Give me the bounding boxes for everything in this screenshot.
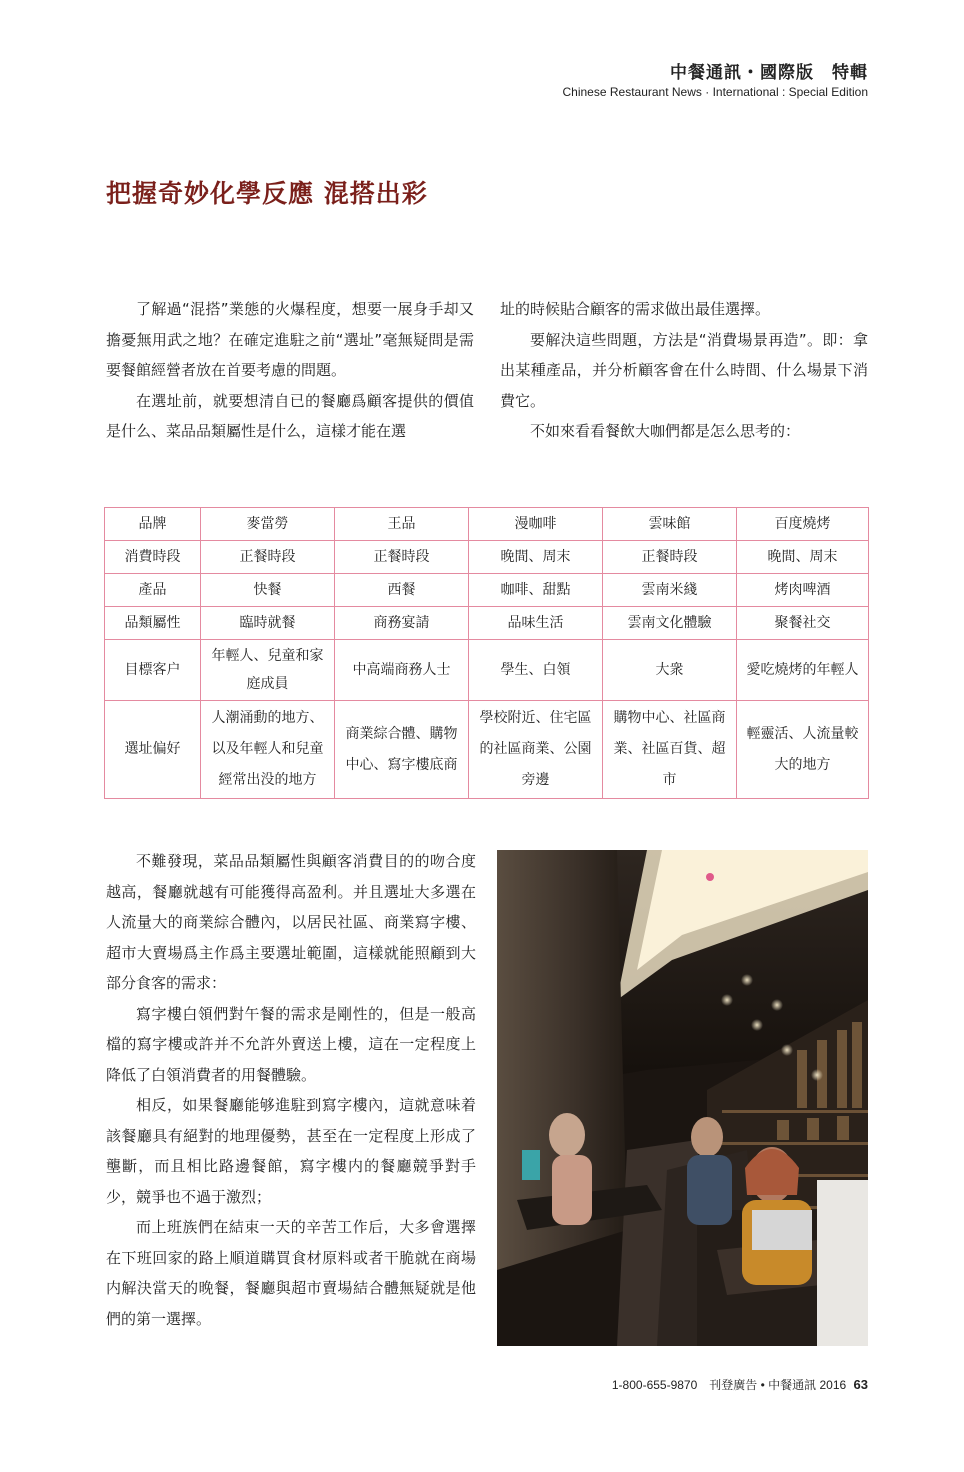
table-cell: 人潮涌動的地方、以及年輕人和兒童經常出没的地方	[201, 701, 335, 799]
table-cell: 臨時就餐	[201, 607, 335, 640]
table-cell: 晚間、周末	[737, 541, 869, 574]
table-row	[105, 640, 869, 701]
table-cell: 正餐時段	[201, 541, 335, 574]
paragraph: 不難發現，菜品品類屬性與顧客消費目的的吻合度越高，餐廳就越有可能獲得高盈利。并且選址大多選在人流量大的商業綜合體內，以居民社區、商業寫字樓、超市大賣場爲主作爲主要選址範圍，這樣就能照顧到大部分食客的需求：	[106, 852, 476, 992]
table-cell: 雲南文化體驗	[603, 607, 737, 640]
page-footer	[612, 1376, 868, 1393]
table-row	[105, 541, 869, 574]
table-cell: 雲南米綫	[603, 574, 737, 607]
table-cell: 選址偏好	[105, 701, 201, 799]
intro-right-column	[500, 294, 868, 447]
table-cell: 烤肉啤酒	[737, 574, 869, 607]
header-title-en: Chinese Restaurant News · International : Special Edition	[562, 85, 868, 99]
table-row	[105, 574, 869, 607]
paragraph: 不如來看看餐飲大咖們都是怎么思考的：	[530, 422, 801, 440]
table-cell: 輕靈活、人流量較大的地方	[737, 701, 869, 799]
body-column	[106, 846, 476, 1334]
table-cell: 快餐	[201, 574, 335, 607]
table-cell: 正餐時段	[335, 541, 469, 574]
table-cell: 品牌	[105, 508, 201, 541]
intro-left-column	[106, 294, 474, 447]
table-cell: 商業綜合體、購物中心、寫字樓底商	[335, 701, 469, 799]
page-number: 63	[853, 1377, 868, 1392]
table-cell: 品類屬性	[105, 607, 201, 640]
article-title: 把握奇妙化學反應 混搭出彩	[106, 179, 428, 208]
paragraph: 址的時候貼合顧客的需求做出最佳選擇。	[500, 300, 771, 318]
footer-text: 1-800-655-9870 刊登廣告 • 中餐通訊 2016	[611, 1378, 847, 1392]
paragraph: 要解決這些問題，方法是“消費場景再造”。即：拿出某種產品，并分析顧客會在什么時間、什么場景下消費它。	[500, 330, 868, 410]
table-row	[105, 701, 869, 799]
table-cell: 雲味館	[603, 508, 737, 541]
table-cell: 學校附近、住宅區的社區商業、公園旁邊	[469, 701, 603, 799]
table-cell: 晚間、周末	[469, 541, 603, 574]
restaurant-interior-photo	[497, 850, 868, 1346]
table-cell: 西餐	[335, 574, 469, 607]
table-cell: 目標客户	[105, 640, 201, 701]
table-cell: 王品	[335, 508, 469, 541]
paragraph: 而上班族們在結束一天的辛苦工作后，大多會選擇在下班回家的路上順道購買食材原料或者干脆就在商場内解決當天的晚餐，餐廳與超市賣場結合體無疑就是他們的第一選擇。	[106, 1218, 476, 1328]
table-cell: 購物中心、社區商業、社區百貨、超市	[603, 701, 737, 799]
table-row	[105, 607, 869, 640]
table-cell: 漫咖啡	[469, 508, 603, 541]
brand-comparison-table	[104, 507, 869, 799]
table-cell: 中高端商務人士	[335, 640, 469, 701]
table-cell: 大衆	[603, 640, 737, 701]
table-cell: 愛吃燒烤的年輕人	[737, 640, 869, 701]
paragraph: 在選址前，就要想清自已的餐廳爲顧客提供的價值是什么、菜品品類屬性是什么，這樣才能在選	[106, 391, 474, 440]
table-cell: 聚餐社交	[737, 607, 869, 640]
paragraph: 了解過“混搭”業態的火爆程度，想要一展身手却又擔憂無用武之地？在確定進駐之前“選址”毫無疑問是需要餐館經營者放在首要考慮的問題。	[106, 300, 474, 379]
table-cell: 年輕人、兒童和家庭成員	[201, 640, 335, 701]
table-cell: 消費時段	[105, 541, 201, 574]
table-cell: 正餐時段	[603, 541, 737, 574]
header-title-zh: 中餐通訊・國際版 特輯	[670, 63, 868, 83]
paragraph: 寫字樓白領們對午餐的需求是剛性的，但是一般高檔的寫字樓或許并不允許外賣送上樓，這在一定程度上降低了白領消費者的用餐體驗。	[106, 1004, 476, 1084]
table-cell: 品味生活	[469, 607, 603, 640]
table-cell: 產品	[105, 574, 201, 607]
table-cell: 咖啡、甜點	[469, 574, 603, 607]
paragraph: 相反，如果餐廳能够進駐到寫字樓內，這就意味着該餐廳具有絕對的地理優勢，甚至在一定程度上形成了壟斷，而且相比路邊餐館，寫字樓内的餐廳競爭對手少，競爭也不過于激烈；	[106, 1096, 476, 1206]
table-cell: 學生、白領	[469, 640, 603, 701]
table-row	[105, 508, 869, 541]
table-cell: 麥當勞	[201, 508, 335, 541]
table-cell: 商務宴請	[335, 607, 469, 640]
table-cell: 百度燒烤	[737, 508, 869, 541]
running-header	[563, 58, 869, 99]
